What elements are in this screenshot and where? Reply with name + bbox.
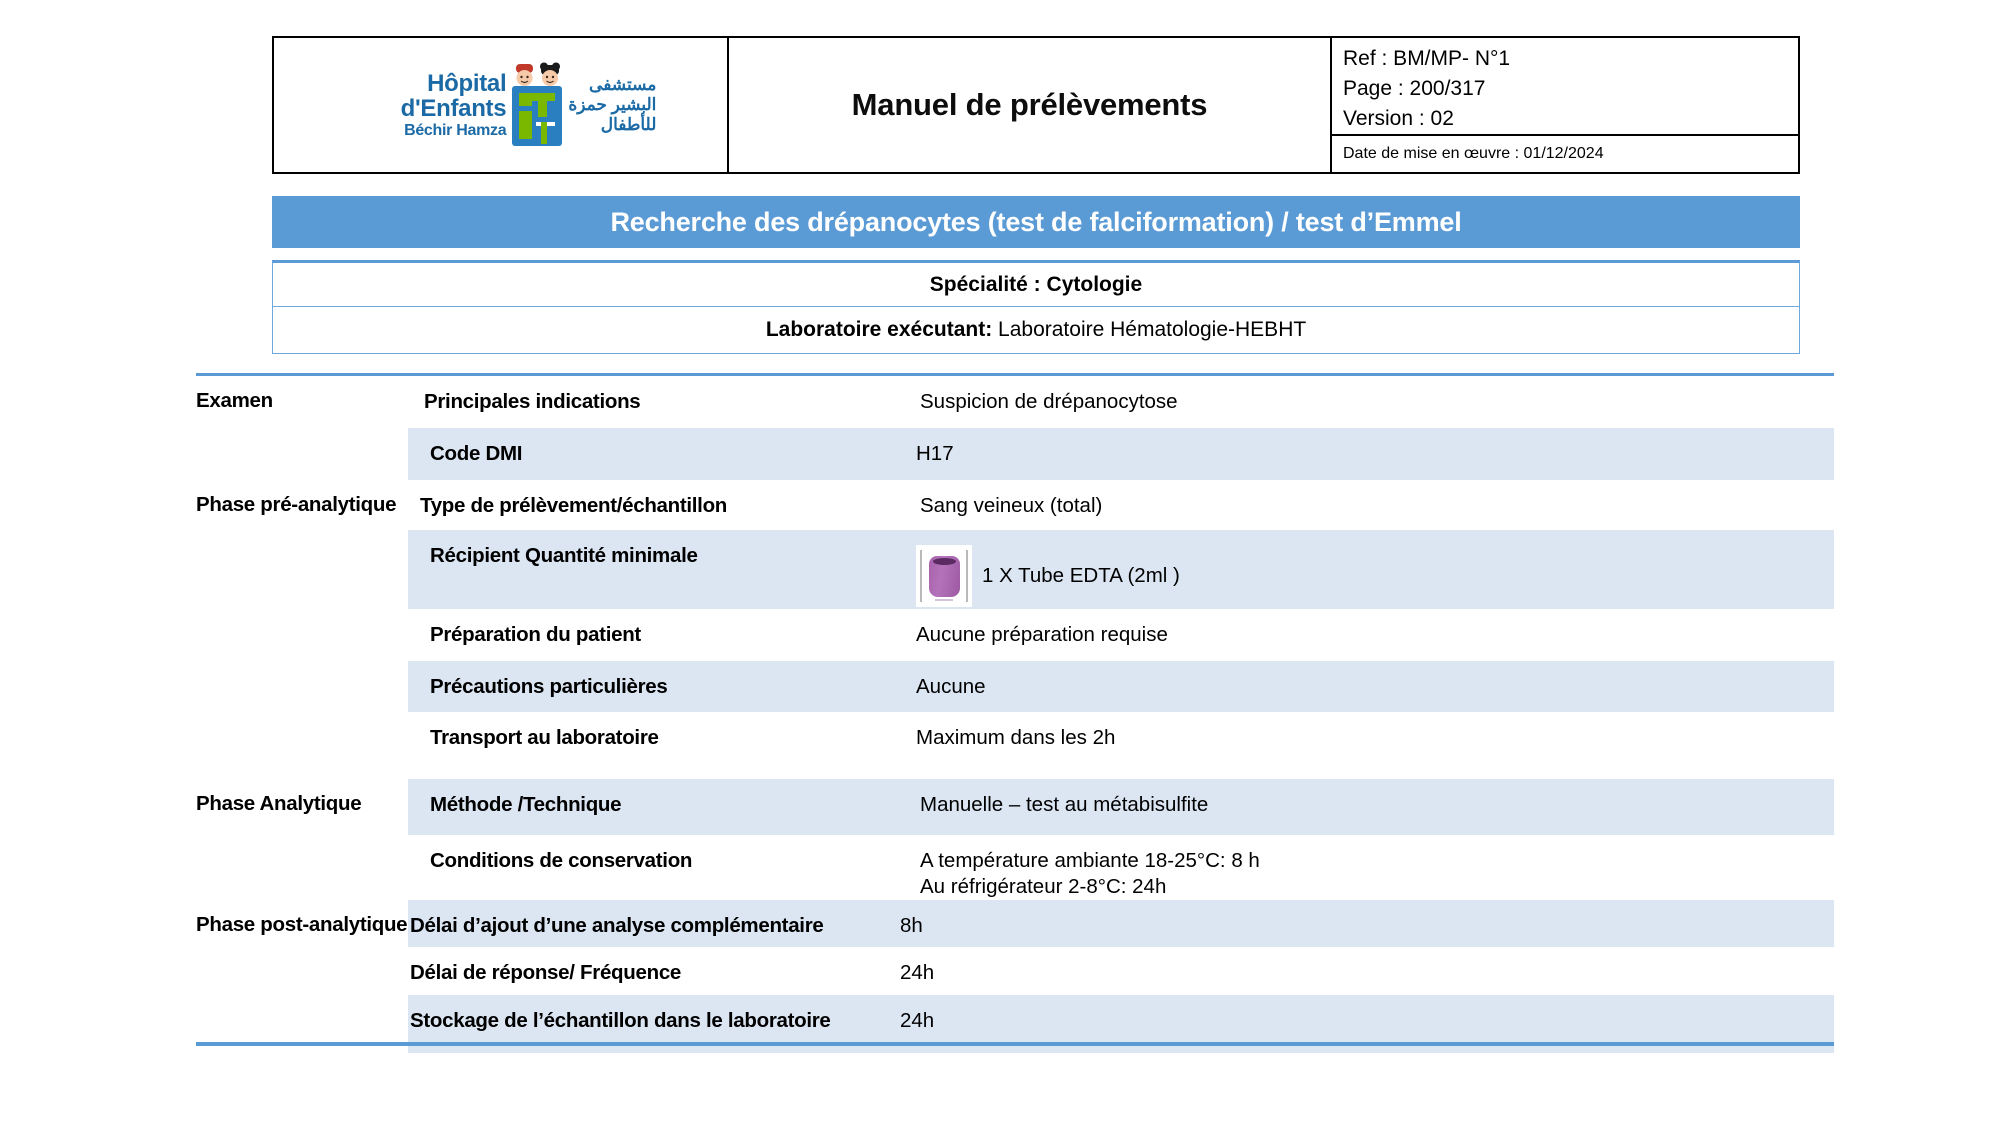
tube-rail-right: [966, 550, 968, 602]
field-label-line-2: Quantité minimale: [524, 544, 698, 567]
phase-label: [196, 712, 408, 725]
phase-label: [196, 609, 408, 622]
table-row: [196, 376, 1834, 428]
field-value-line-1: A température ambiante 18-25°C: 8 h: [920, 849, 1260, 872]
reference-number: Ref : BM/MP- N°1: [1343, 47, 1511, 70]
field-value: Maximum dans les 2h: [916, 726, 1116, 749]
specialty-label: Spécialité :: [929, 272, 1041, 296]
logo-arabic-line-3: للأطفال: [600, 114, 657, 134]
field-value: Sang veineux (total): [920, 494, 1103, 517]
table-row: [196, 609, 1834, 661]
page-number: Page : 200/317: [1343, 77, 1486, 100]
specialty-table: [272, 260, 1800, 354]
field-value-line-2: Au réfrigérateur 2-8°C: 24h: [920, 875, 1167, 899]
table-row: [196, 779, 1834, 835]
laboratory-row: [273, 307, 1799, 353]
document-header-table: [272, 36, 1800, 174]
laboratory-value: Laboratoire Hématologie-HEBHT: [998, 318, 1307, 341]
edta-tube-icon: [916, 545, 972, 607]
phase-label: [196, 835, 408, 848]
specimen-container-text: 1 X Tube EDTA (2ml ): [982, 563, 1180, 587]
effective-date-block: [1332, 136, 1798, 172]
phase-label: Phase pré-analytique: [196, 493, 397, 516]
table-row: [196, 661, 1834, 712]
table-row: [196, 900, 1834, 947]
header-title-cell: [729, 38, 1332, 172]
field-label: Préparation du patient: [430, 623, 641, 646]
logo-line-1: Hôpital: [427, 69, 507, 97]
field-label: Code DMI: [430, 442, 523, 465]
specialty-row: [273, 263, 1799, 307]
field-value: Aucune préparation requise: [916, 623, 1168, 646]
effective-date: Date de mise en œuvre : 01/12/2024: [1343, 145, 1604, 162]
logo-arabic-text: [568, 75, 656, 134]
field-label-line-1: Récipient: [430, 544, 520, 567]
header-logo-cell: [274, 38, 729, 172]
phase-label: [196, 661, 408, 674]
field-value: Manuelle – test au métabisulfite: [920, 793, 1209, 816]
exam-title-banner: [272, 196, 1800, 248]
field-label: Conditions de conservation: [430, 849, 693, 872]
field-value: Aucune: [916, 675, 986, 698]
header-reference-cell: [1332, 38, 1798, 172]
phase-label: Phase post-analytique: [196, 913, 408, 937]
specimen-container-cell: [916, 543, 1834, 607]
logo-french-text: [401, 71, 507, 139]
field-label: [408, 530, 898, 569]
tube-rail-left: [920, 550, 922, 602]
document-title: Manuel de prélèvements: [851, 87, 1208, 122]
field-label: Transport au laboratoire: [430, 726, 659, 749]
hospital-logo: [401, 62, 657, 148]
phase-label: Phase Analytique: [196, 792, 362, 815]
table-row: [196, 947, 1834, 995]
hospital-mark-icon: [510, 62, 564, 148]
field-label: Délai d’ajout d’une analyse complémentaire: [410, 914, 824, 938]
tube-foot: [935, 599, 953, 601]
reference-block: [1332, 38, 1798, 136]
logo-arabic-line-1: مستشفى: [589, 75, 657, 95]
field-label: Principales indications: [424, 390, 641, 413]
field-label: Précautions particulières: [430, 675, 668, 698]
field-value: [898, 530, 1834, 607]
tube-cap: [933, 558, 956, 565]
field-value: 24h: [900, 1009, 935, 1033]
phase-label: [196, 428, 408, 441]
table-row: [196, 530, 1834, 609]
version-number: Version : 02: [1343, 107, 1454, 130]
exam-details-table: [196, 373, 1834, 1053]
field-value: 24h: [900, 961, 935, 985]
table-row: [196, 712, 1834, 779]
field-label: Méthode /Technique: [430, 793, 622, 816]
logo-line-3: Béchir Hamza: [404, 122, 507, 140]
field-value: 8h: [900, 914, 923, 938]
table-row: [196, 835, 1834, 900]
field-value: [898, 835, 1834, 900]
table-bottom-rule: [196, 1042, 1834, 1046]
field-value: H17: [916, 442, 954, 465]
field-label: Délai de réponse/ Fréquence: [410, 961, 682, 985]
phase-label: Examen: [196, 389, 273, 412]
specialty-value: Cytologie: [1046, 272, 1143, 296]
logo-line-2: d'Enfants: [400, 95, 507, 123]
laboratory-text: [766, 318, 1306, 342]
phase-label: [196, 530, 408, 543]
table-row: [196, 480, 1834, 530]
exam-title: Recherche des drépanocytes (test de falciformation) / test d’Emmel: [610, 206, 1462, 237]
laboratory-label: Laboratoire exécutant:: [765, 318, 993, 341]
logo-arabic-line-2: البشير حمزة: [568, 95, 657, 115]
phase-label: [196, 947, 408, 960]
field-label: Type de prélèvement/échantillon: [420, 494, 728, 517]
field-label: Stockage de l’échantillon dans le laboratoire: [410, 1009, 831, 1033]
phase-label: [196, 995, 408, 1008]
table-row: [196, 428, 1834, 480]
field-value: Suspicion de drépanocytose: [920, 390, 1178, 413]
specialty-text: [930, 273, 1142, 297]
